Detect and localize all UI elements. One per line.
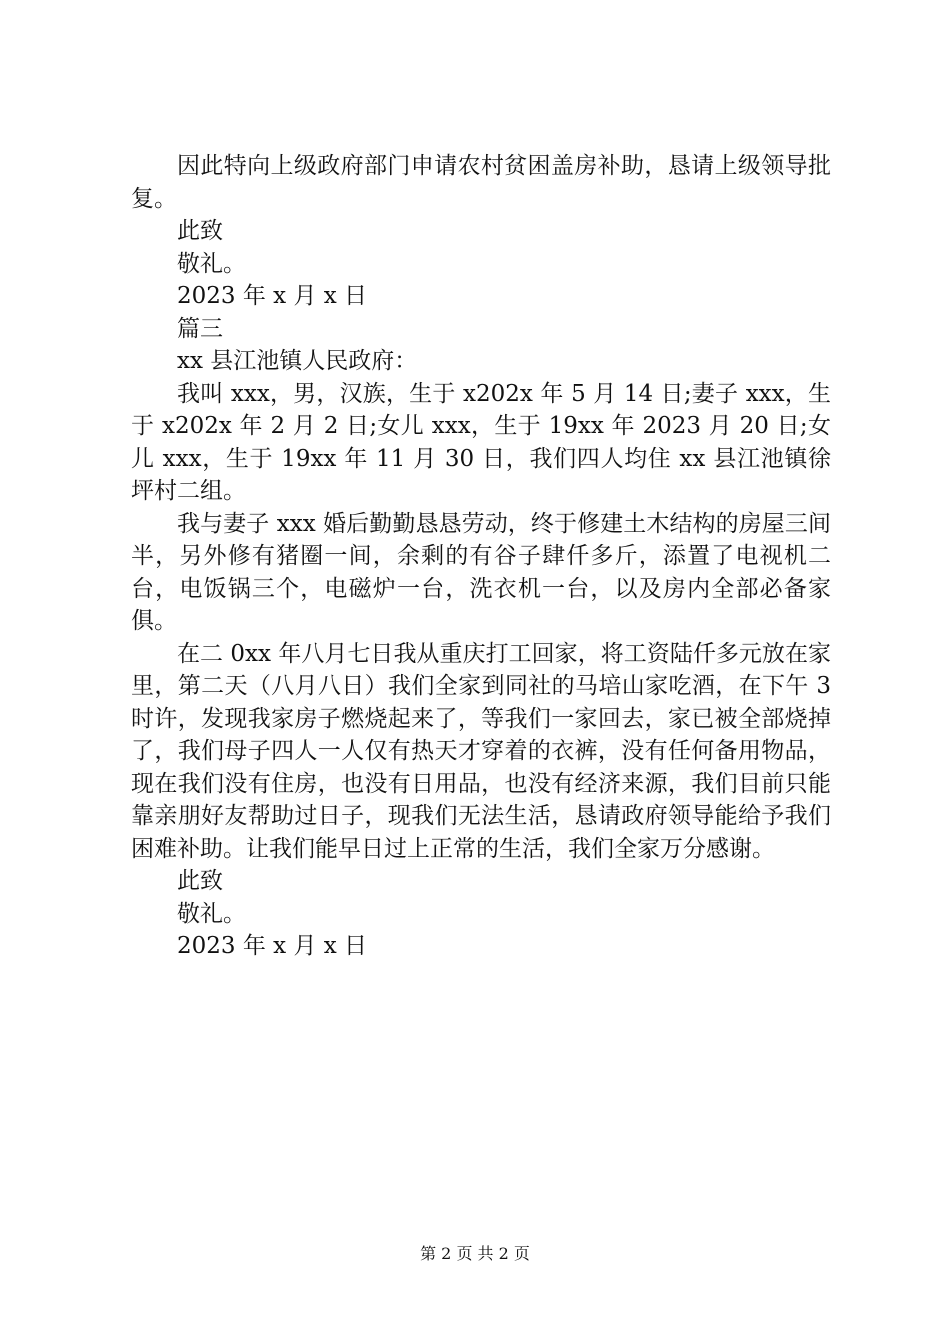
- page-footer: [0, 1244, 950, 1264]
- closing-salutation: 此致: [177, 218, 223, 244]
- closing-salutation-2: 此致: [177, 868, 223, 894]
- request-paragraph: 因此特向上级政府部门申请农村贫困盖房补助，恳请上级领导批复。: [131, 153, 831, 212]
- family-info-paragraph: 我叫 xxx，男，汉族，生于 x202x 年 5 月 14 日;妻子 xxx，生于 x202x 年 2 月 2 日;女儿 xxx，生于 19xx 年 2023 月 20 日;女儿 xxx，生于 19xx 年 11 月 30 日，我们四人均住 xx 县江池镇徐坪村二组。: [131, 380, 831, 504]
- letter-date-2: 2023 年 x 月 x 日: [177, 933, 368, 959]
- section-title: 篇三: [177, 315, 223, 342]
- page-indicator: 第 2 页 共 2 页: [420, 1244, 530, 1263]
- letter-date: 2023 年 x 月 x 日: [177, 283, 368, 309]
- document-body: [131, 150, 831, 963]
- property-paragraph: 我与妻子 xxx 婚后勤勤恳恳劳动，终于修建土木结构的房屋三间半，另外修有猪圈一间，余剩的有谷子肆仟多斤，添置了电视机二台，电饭锅三个，电磁炉一台，洗衣机一台，以及房内全部必备家俱。: [131, 510, 831, 634]
- addressee: xx 县江池镇人民政府：: [177, 348, 418, 374]
- closing-regards-2: 敬礼。: [177, 900, 246, 927]
- fire-incident-paragraph: 在二 0xx 年八月七日我从重庆打工回家，将工资陆仟多元放在家里，第二天（八月八日）我们全家到同社的马培山家吃酒，在下午 3 时许，发现我家房子燃烧起来了，等我们一家回去，家已被全部烧掉了，我们母子四人一人仅有热天才穿着的衣裤，没有任何备用物品，现在我们没有住房，也没有日用品，也没有经济来源，我们目前只能靠亲朋好友帮助过日子，现我们无法生活，恳请政府领导能给予我们困难补助。让我们能早日过上正常的生活，我们全家万分感谢。: [131, 640, 831, 862]
- closing-regards: 敬礼。: [177, 250, 246, 277]
